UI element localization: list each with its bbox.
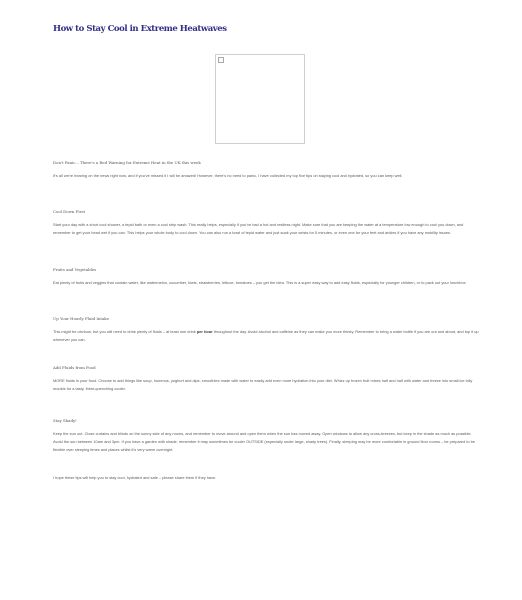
section-heading-fluid-intake: Up Your Hourly Fluid Intake (53, 316, 109, 321)
section-heading-cool-down: Cool Down First (53, 209, 86, 214)
section-text-fruits: Eat plenty of fruits and veggies that contain water, like watermelon, cucumber, kiwis, strawberries, lettuce, tomatoes – you get the idea. This is a super easy way to add easy fluids, especially for younger children, or to pack out your lunchbox. (53, 280, 467, 285)
closing-paragraph: I hope these tips will help you to stay cool, hydrated and safe – please share them if they have. (53, 475, 217, 480)
section-heading-fluids-food: Add Fluids from Food (53, 365, 96, 370)
article-image (215, 54, 305, 144)
broken-image-icon (218, 57, 224, 63)
section-text-dont-panic: It's all we're hearing on the news right now, and if you've missed it I will be amazed! However, there's no need to panic, I have collected my top five tips on staying cool and hydrated, so you can keep well. (53, 173, 403, 178)
section-heading-stay-shady: Stay Shady! (53, 418, 77, 423)
section-text-stay-shady: Keep the sun out. Close curtains and blinds on the sunny side of any rooms, and remember to move around and open them when the sun has moved away. Open windows to allow any cross-breezes, but keep in the shade as much as possible. Avoid the sun between 10am and 3pm. If you have a garden with shade, remember it may sometimes be cooler OUTSIDE (especially under large, shady trees). Finally, sleeping may be more comfortable in ground floor rooms – be prepared to be flexible over sleeping times and places whilst it's very warm overnight. (53, 431, 475, 452)
section-heading-dont-panic: Don't Panic – There's a Red Warning for Extreme Heat in the UK this week (53, 160, 201, 165)
section-text-cool-down: Start your day with a short cool shower, a tepid bath or even a cool strip wash. This really helps, especially if you've had a hot and restless night. Make sure that you are keeping the water at a temperature low enough to cool you down, and remember to get your head wet if you can. This helps your whole body to cool down. You can also run a bowl of tepid water and just soak your wrists for 5 minutes, or even one for your feet and ankles if you have any mobility issues. (53, 222, 464, 235)
fluid-text-after: throughout the day. Avoid alcohol and caffeine as they can make you more thirsty. Remember to bring a water bottle if you are out and about, and top it up whenever you can. (53, 329, 479, 342)
section-text-fluid-intake (53, 328, 481, 344)
fluid-text-bold: per hour (196, 329, 213, 334)
fluid-text-before: This might be obvious, but you will need to drink plenty of fluids – at least one drink (53, 329, 197, 334)
section-heading-fruits: Fruits and Vegetables (53, 267, 97, 272)
section-text-fluids-food: MORE fluids in your food. Choose to add things like soup, hummus, yoghurt and dips, smoothies made with water to easily add even more hydration into your diet. Whizz up frozen fruit mixes half and half with water and freeze into small ice lolly moulds for a tasty, thirst-quenching cooler. (53, 378, 473, 391)
article-title: How to Stay Cool in Extreme Heatwaves (53, 24, 227, 34)
